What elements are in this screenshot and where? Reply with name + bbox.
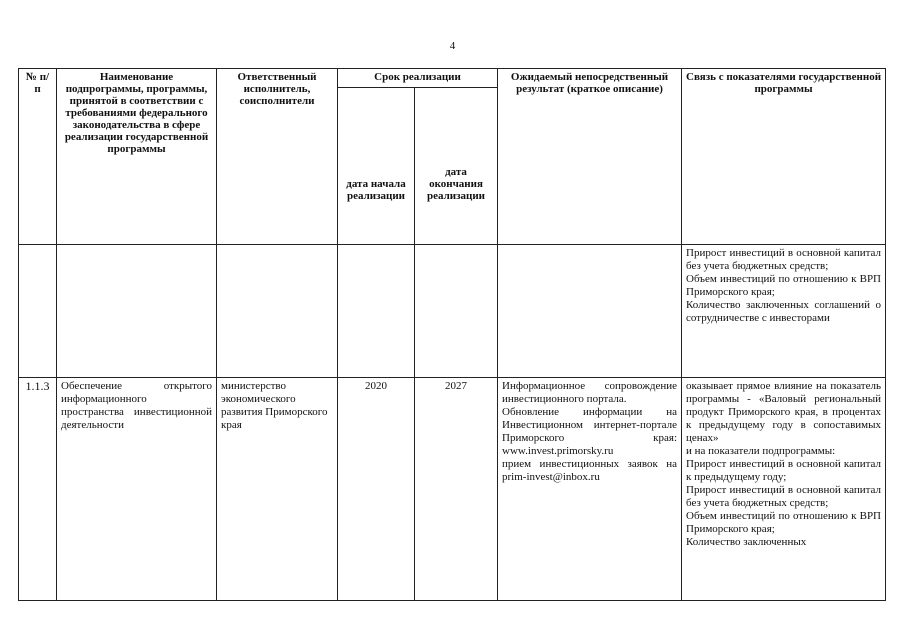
row-result-cell — [498, 378, 682, 601]
header-period: Срок реализации — [338, 69, 498, 88]
row-num-cell: 1.1.3 — [19, 378, 57, 601]
page-number: 4 — [449, 40, 456, 52]
link-text: и на показатели подпрограммы: — [686, 445, 836, 457]
program-table — [18, 68, 886, 601]
link-text: Прирост инвестиций в основной капитал без учета бюджетных средств; — [686, 247, 882, 272]
link-text: Количество заключенных — [686, 536, 807, 548]
link-text: Количество заключенных соглашений о сотрудничестве с инвесторами — [686, 299, 882, 324]
link-text: Прирост инвестиций в основной капитал без учета бюджетных средств; — [686, 484, 882, 509]
header-result: Ожидаемый непосредственный результат (краткое описание) — [498, 69, 682, 245]
table-row — [19, 378, 886, 601]
row-num-cell — [19, 245, 57, 378]
row-result-cell — [498, 245, 682, 378]
link-text: Прирост инвестиций в основной капитал к предыдущему году; — [686, 458, 882, 483]
row-end-cell — [415, 245, 498, 378]
header-start: дата начала реализации — [338, 88, 415, 245]
header-end: дата окончания реализации — [415, 88, 498, 245]
row-responsible-cell: министерство экономического развития Приморского края — [217, 378, 338, 601]
header-responsible: Ответственный исполнитель, соисполнители — [217, 69, 338, 245]
header-link: Связь с показателями государственной программы — [682, 69, 886, 245]
row-responsible-cell — [217, 245, 338, 378]
row-start-cell — [338, 245, 415, 378]
result-text: прием инвестиционных заявок на prim-invest@inbox.ru — [502, 458, 678, 483]
row-end-cell: 2027 — [415, 378, 498, 601]
row-start-cell: 2020 — [338, 378, 415, 601]
header-num: № п/п — [19, 69, 57, 245]
link-text: Объем инвестиций по отношению к ВРП Приморского края; — [686, 510, 882, 535]
link-text: оказывает прямое влияние на показатель программы - «Валовый региональный продукт Приморского края, в процентах к предыдущему году в сопоставимых ценах» — [686, 380, 882, 444]
link-text: Объем инвестиций по отношению к ВРП Приморского края; — [686, 273, 882, 298]
row-name-cell: Обеспечение открытого информационного пространства инвестиционной деятельности — [57, 378, 217, 601]
result-text: Информационное сопровождение инвестиционного портала. — [502, 380, 678, 405]
header-name: Наименование подпрограммы, программы, принятой в соответствии с требованиями федерального законодательства в сфере реализации государственной программы — [57, 69, 217, 245]
row-link-cell — [682, 378, 886, 601]
result-text: Обновление информации на Инвестиционном интернет-портале Приморского края: www.invest.primorsky.ru — [502, 406, 678, 457]
row-link-cell — [682, 245, 886, 378]
row-name-cell — [57, 245, 217, 378]
table-row — [19, 245, 886, 378]
header-row — [19, 69, 886, 88]
